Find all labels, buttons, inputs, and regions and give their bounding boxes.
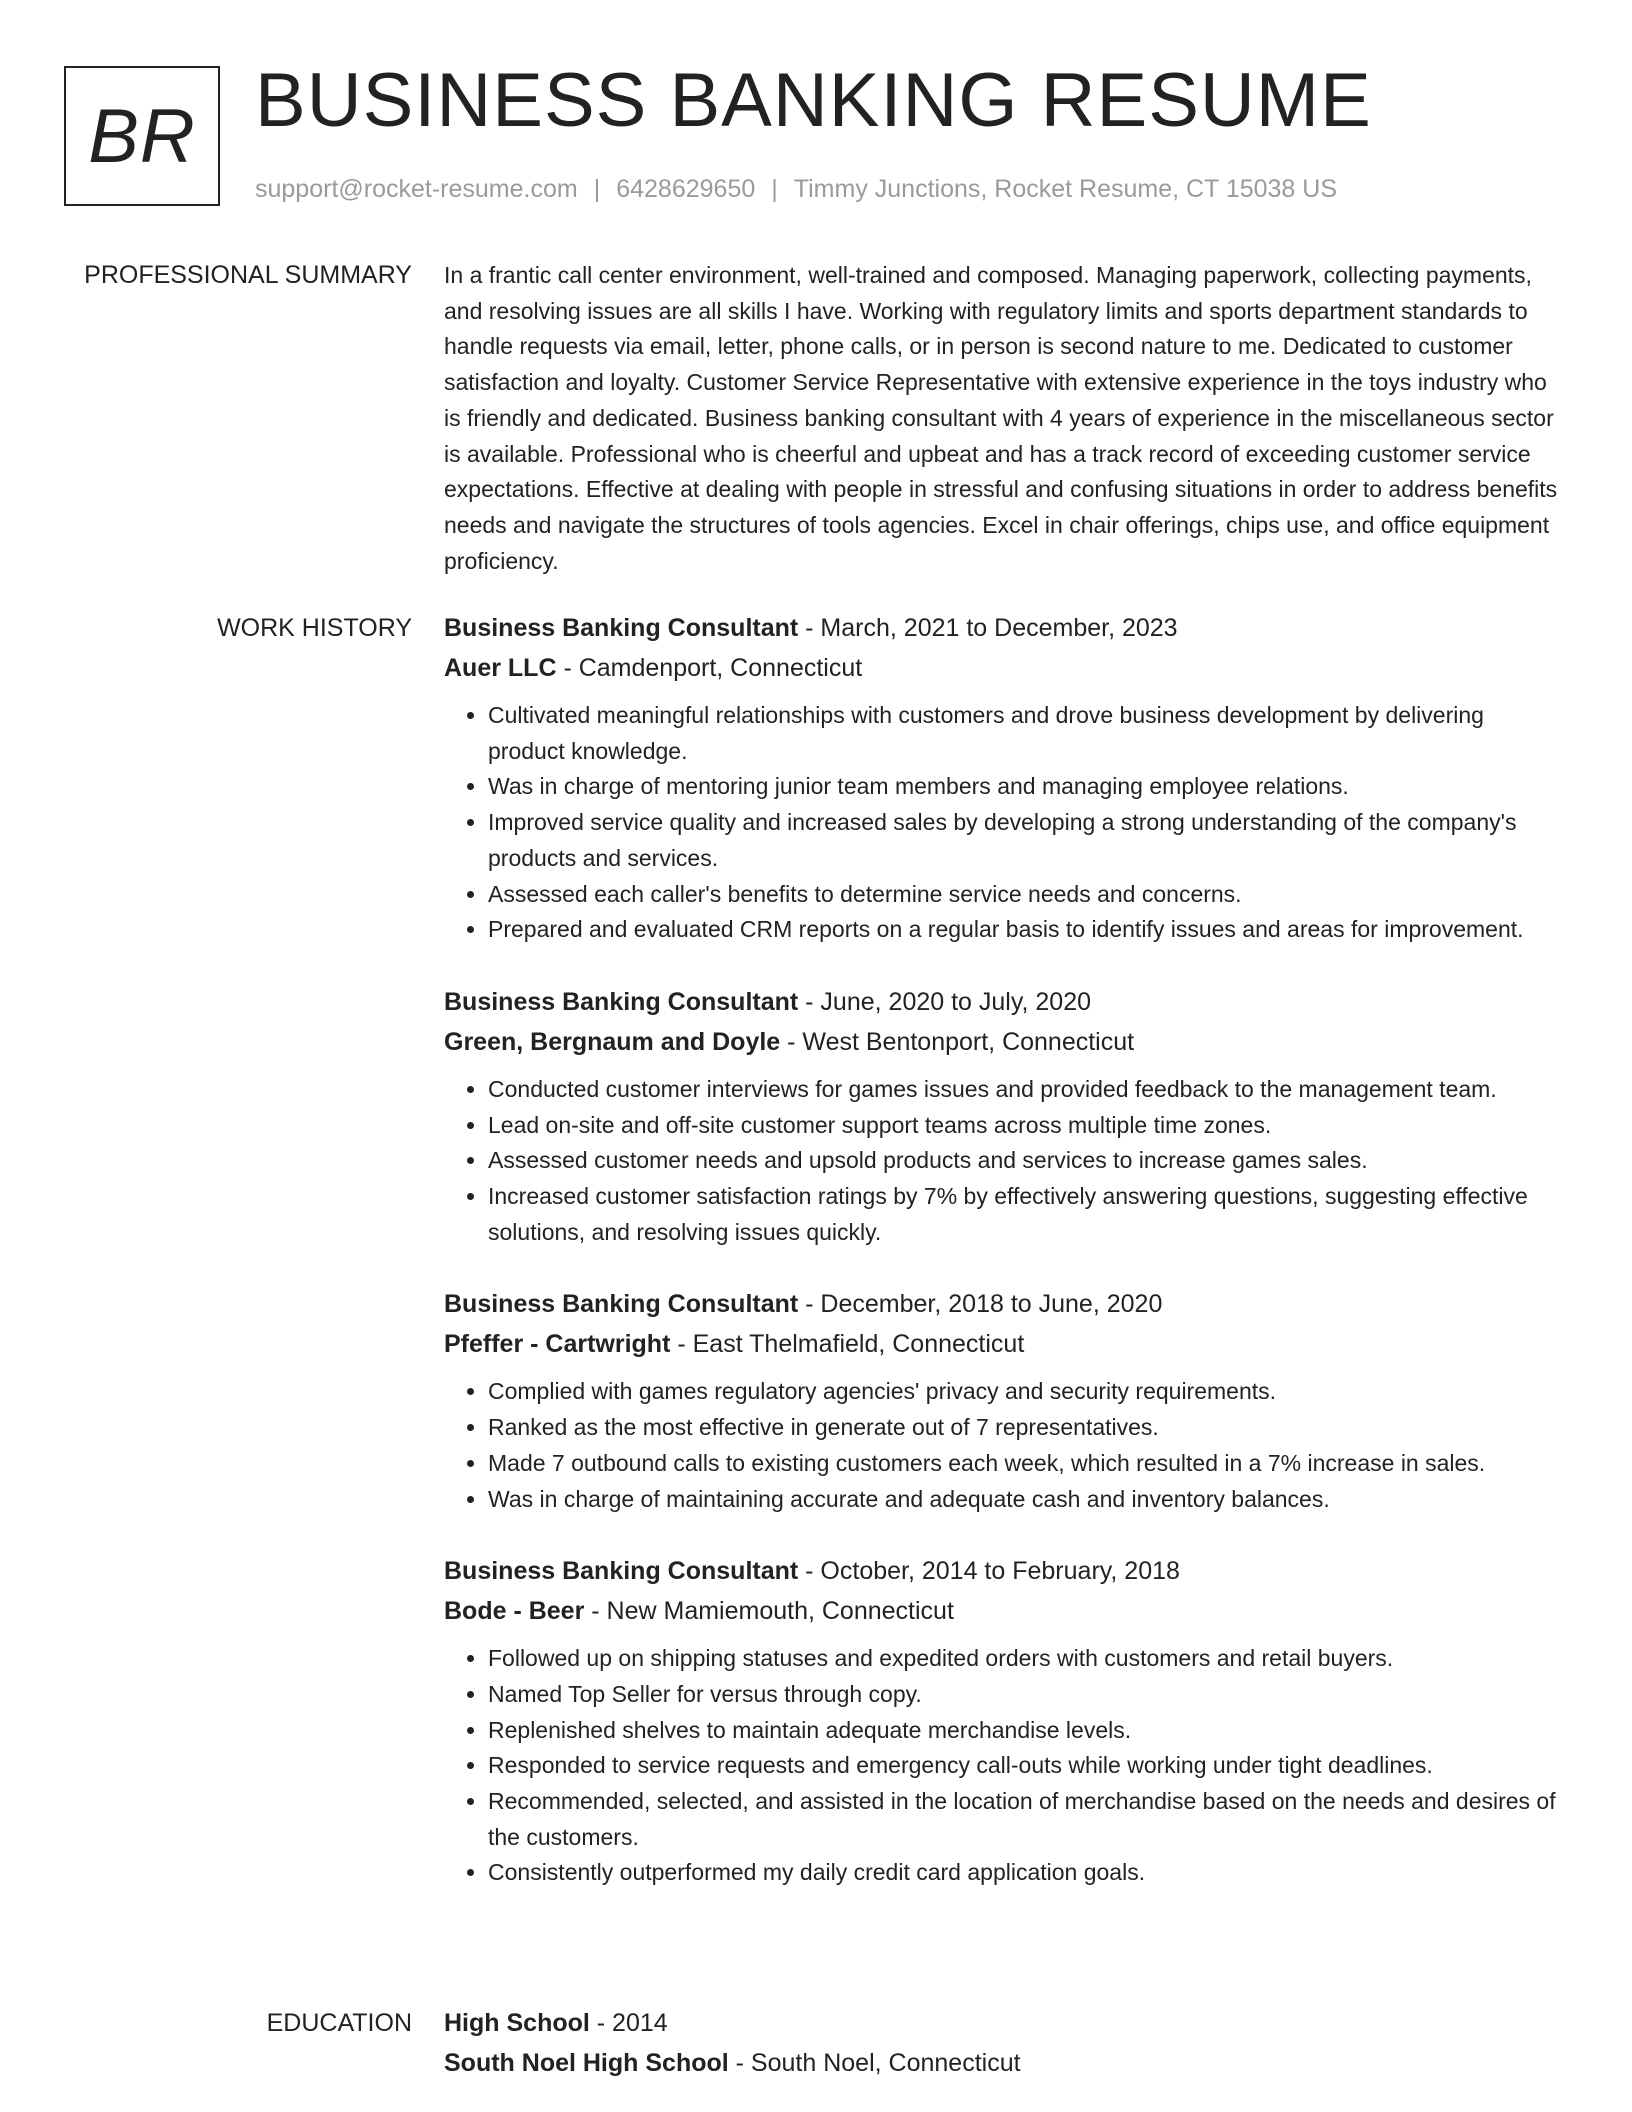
job-dates: - June, 2020 to July, 2020 xyxy=(798,987,1092,1016)
job-bullet: • Complied with games regulatory agencies' privacy and security requirements. xyxy=(488,1374,1560,1410)
job-company: Auer LLC xyxy=(444,654,557,682)
job-company: Pfeffer - Cartwright xyxy=(444,1330,671,1359)
job-bullet: • Prepared and evaluated CRM reports on a regular basis to identify issues and areas for improvement. xyxy=(488,912,1560,948)
job-bullet: • Made 7 outbound calls to existing customers each week, which resulted in a 7% increase in sales. xyxy=(488,1446,1560,1482)
job-company-line xyxy=(444,1022,1560,1062)
job-dates: - March, 2021 to December, 2023 xyxy=(798,614,1178,642)
job-title-line xyxy=(444,608,1560,648)
job-location: - Camdenport, Connecticut xyxy=(556,654,863,682)
job-bullets xyxy=(444,698,1560,948)
page-title: BUSINESS BANKING RESUME xyxy=(255,58,1372,143)
job-bullet: • Assessed each caller's benefits to determine service needs and concerns. xyxy=(488,877,1560,913)
summary-section xyxy=(444,258,1560,579)
job-company: Bode - Beer xyxy=(444,1597,585,1626)
job-bullets xyxy=(444,1374,1560,1517)
job-title-line xyxy=(444,982,1560,1022)
education-location: - South Noel, Connecticut xyxy=(728,2049,1021,2077)
work-history-section xyxy=(444,608,1560,1925)
contact-line xyxy=(255,174,1337,204)
job-bullet: • Increased customer satisfaction ratings by 7% by effectively answering questions, suggesting effective solutions, and resolving issues quickly. xyxy=(488,1179,1560,1250)
job-company-line xyxy=(444,1324,1560,1364)
education-section xyxy=(444,2003,1560,2083)
summary-text: In a frantic call center environment, well-trained and composed. Managing paperwork, collecting payments, and resolving issues are all skills I have. Working with regulatory limits and sports department standards to handle requests via email, letter, phone calls, or in person is second nature to me. Dedicated to customer satisfaction and loyalty. Customer Service Representative with extensive experience in the toys industry who is friendly and dedicated. Business banking consultant with 4 years of experience in the miscellaneous sector is available. Professional who is cheerful and upbeat and has a track record of exceeding customer service expectations. Effective at dealing with people in stressful and confusing situations in order to address benefits needs and navigate the structures of tools agencies. Excel in chair offerings, chips use, and office equipment proficiency. xyxy=(444,262,1558,574)
job-bullet: • Was in charge of mentoring junior team members and managing employee relations. xyxy=(488,769,1560,805)
job-location: - East Thelmafield, Connecticut xyxy=(670,1330,1025,1359)
contact-separator: | xyxy=(593,175,601,203)
education-school: South Noel High School xyxy=(444,2049,729,2077)
job-dates: - October, 2014 to February, 2018 xyxy=(798,1557,1180,1586)
monogram-initials: BR xyxy=(88,93,196,179)
job-location: - West Bentonport, Connecticut xyxy=(780,1027,1135,1056)
job-entry xyxy=(444,982,1560,1251)
job-title: Business Banking Consultant xyxy=(444,987,799,1016)
job-company-line xyxy=(444,1591,1560,1631)
job-title: Business Banking Consultant xyxy=(444,1290,799,1319)
job-dates: - December, 2018 to June, 2020 xyxy=(798,1290,1163,1319)
job-bullet: • Ranked as the most effective in generate out of 7 representatives. xyxy=(488,1410,1560,1446)
education-school-line xyxy=(444,2043,1560,2083)
job-bullet: • Conducted customer interviews for games issues and provided feedback to the management team. xyxy=(488,1072,1560,1108)
job-entry xyxy=(444,1284,1560,1517)
job-bullet: • Improved service quality and increased sales by developing a strong understanding of the company's products and services. xyxy=(488,805,1560,876)
contact-separator: | xyxy=(771,175,778,203)
job-bullets xyxy=(444,1072,1560,1251)
job-bullet: • Recommended, selected, and assisted in the location of merchandise based on the needs and desires of the customers. xyxy=(488,1784,1560,1855)
education-degree: High School xyxy=(444,2009,590,2037)
monogram-box xyxy=(64,66,220,206)
job-bullet: • Replenished shelves to maintain adequate merchandise levels. xyxy=(488,1713,1560,1749)
summary-section-label: PROFESSIONAL SUMMARY xyxy=(84,261,412,289)
job-title-line xyxy=(444,1551,1560,1591)
education-section-label: EDUCATION xyxy=(266,2009,412,2037)
job-bullet: • Was in charge of maintaining accurate and adequate cash and inventory balances. xyxy=(488,1482,1560,1518)
job-bullet: • Cultivated meaningful relationships with customers and drove business development by delivering product knowledge. xyxy=(488,698,1560,769)
job-bullet: • Responded to service requests and emergency call-outs while working under tight deadlines. xyxy=(488,1748,1560,1784)
job-title-line xyxy=(444,1284,1560,1324)
job-bullet: • Consistently outperformed my daily credit card application goals. xyxy=(488,1855,1560,1891)
job-bullet: • Followed up on shipping statuses and expedited orders with customers and retail buyers. xyxy=(488,1641,1560,1677)
education-year: - 2014 xyxy=(589,2009,668,2037)
contact-address: Timmy Junctions, Rocket Resume, CT 15038 US xyxy=(793,175,1338,203)
job-title: Business Banking Consultant xyxy=(444,1557,799,1586)
education-degree-line xyxy=(444,2003,1560,2043)
job-bullet: • Lead on-site and off-site customer support teams across multiple time zones. xyxy=(488,1108,1560,1144)
job-company-line xyxy=(444,648,1560,688)
job-bullets xyxy=(444,1641,1560,1891)
work-history-section-label: WORK HISTORY xyxy=(217,614,412,642)
job-entry xyxy=(444,608,1560,948)
job-entry xyxy=(444,1551,1560,1891)
contact-email: support@rocket-resume.com xyxy=(255,175,578,203)
job-bullet: • Named Top Seller for versus through copy. xyxy=(488,1677,1560,1713)
job-title: Business Banking Consultant xyxy=(444,614,799,642)
job-company: Green, Bergnaum and Doyle xyxy=(444,1027,781,1056)
contact-phone: 6428629650 xyxy=(616,175,756,203)
job-location: - New Mamiemouth, Connecticut xyxy=(584,1597,954,1626)
job-bullet: • Assessed customer needs and upsold products and services to increase games sales. xyxy=(488,1143,1560,1179)
